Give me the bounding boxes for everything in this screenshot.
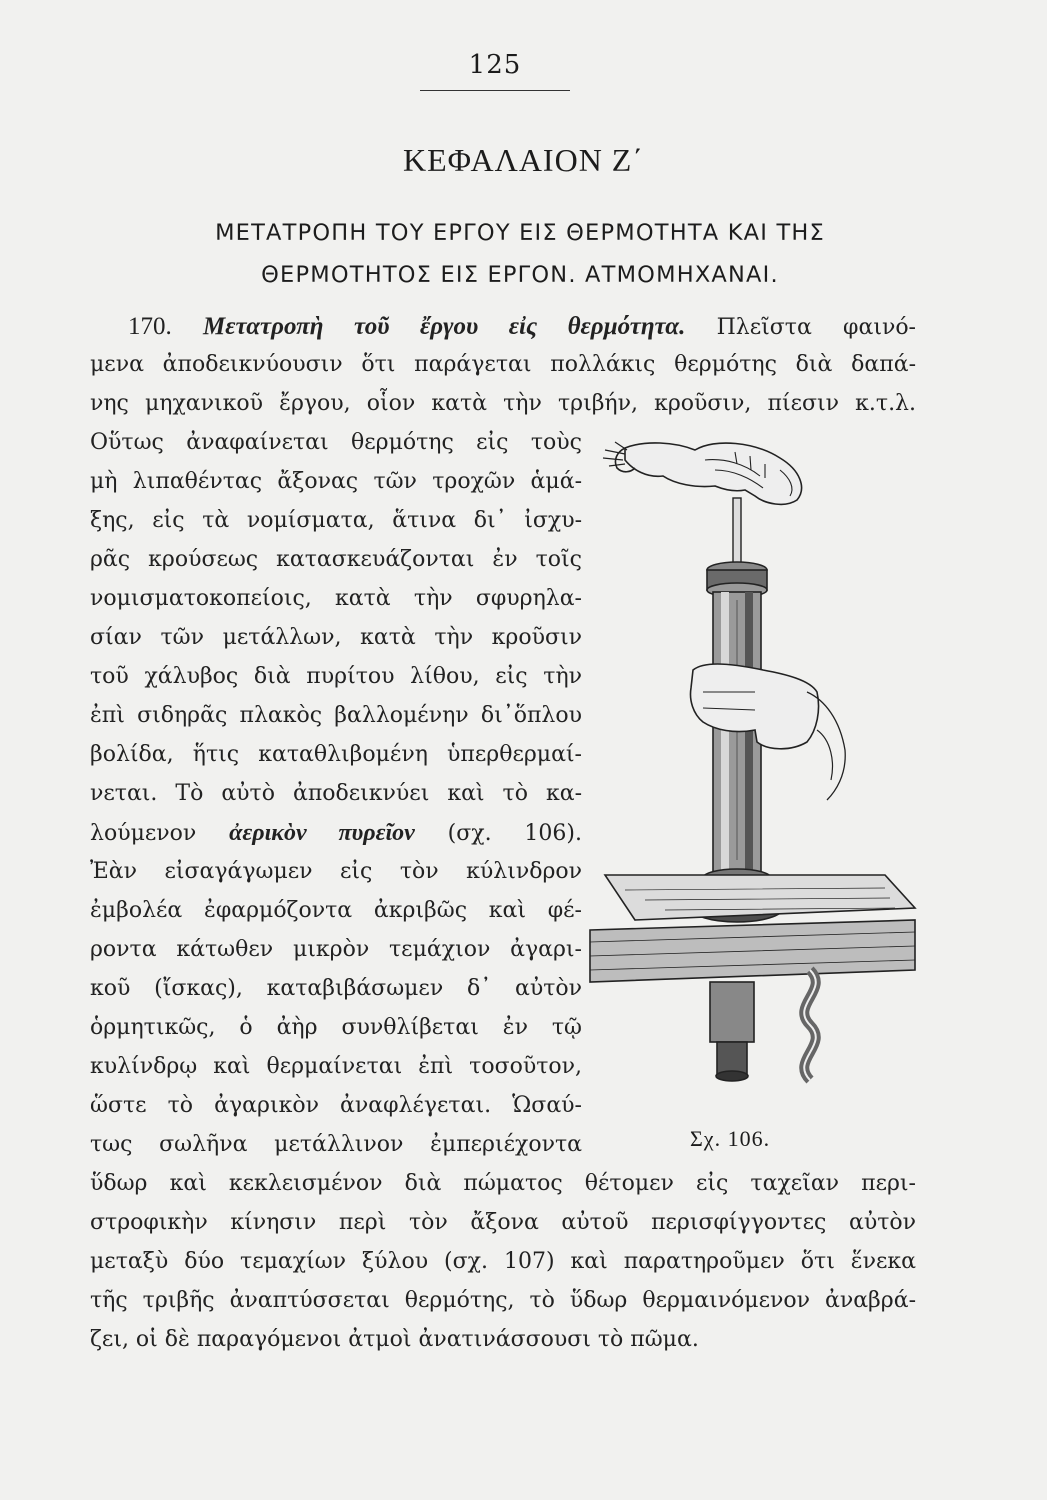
text-line-10: τοῦ χάλυβος διὰ πυρίτου λίθου, εἰς τὴν (90, 664, 582, 689)
figure-caption: Σχ. 106. (690, 1126, 771, 1151)
text-line-5: μὴ λιπαθέντας ἄξονας τῶν τροχῶν ἁμά- (90, 469, 582, 494)
text-line-15: Ἐὰν εἰσαγάγωμεν εἰς τὸν κύλινδρον (90, 859, 582, 884)
text-line-7: ρᾶς κρούσεως κατασκευάζονται ἐν τοῖς (90, 547, 582, 572)
text-line-2: μενα ἀποδεικνύουσιν ὅτι παράγεται πολλάκις θερμότης διὰ δαπά- (90, 352, 916, 377)
section-heading-line-2: ΘΕΡΜΟΤΗΤΟΣ ΕΙΣ ΕΡΓΟΝ. ΑΤΜΟΜΗΧΑΝΑΙ. (261, 262, 779, 288)
page-number-rule (420, 90, 570, 91)
paragraph-number: 170. (128, 313, 172, 340)
text-line-21: ὥστε τὸ ἀγαρικὸν ἀναφλέγεται. Ὡσαύ- (90, 1093, 582, 1118)
section-heading-line-1: ΜΕΤΑΤΡΟΠΗ ΤΟΥ ΕΡΓΟΥ ΕΙΣ ΘΕΡΜΟΤΗΤΑ ΚΑΙ ΤΗΣ (215, 220, 825, 246)
emphasized-term: ἀερικὸν πυρεῖον (229, 820, 415, 846)
text-line-26: τῆς τριβῆς ἀναπτύσσεται θερμότης, τὸ ὕδωρ θερμαινόμενον ἀναβρά- (90, 1288, 916, 1313)
text-line-18: κοῦ (ἴσκας), καταβιβάσωμεν δ᾽ αὐτὸν (90, 976, 582, 1001)
text-line-27: ζει, οἱ δὲ παραγόμενοι ἀτμοὶ ἀνατινάσσουσι τὸ πῶμα. (90, 1327, 699, 1352)
text-line-23: ὕδωρ καὶ κεκλεισμένον διὰ πώματος θέτομεν εἰς ταχεῖαν περι- (90, 1171, 916, 1196)
text-line-20: κυλίνδρῳ καὶ θερμαίνεται ἐπὶ τοσοῦτον, (90, 1054, 582, 1079)
text-line-24: στροφικὴν κίνησιν περὶ τὸν ἄξονα αὐτοῦ περισφίγγοντες αὐτὸν (90, 1210, 916, 1235)
text-line-12: βολίδα, ἥτις καταθλιβομένη ὑπερθερμαί- (90, 742, 582, 767)
text-line-17: ροντα κάτωθεν μικρὸν τεμάχιον ἀγαρι- (90, 937, 582, 962)
piston-rod (733, 498, 741, 568)
text-line-22: τως σωλῆνα μετάλλινον ἐμπεριέχοντα (90, 1132, 582, 1157)
chapter-title: ΚΕΦΑΛΑΙΟΝ Ζ΄ (402, 142, 644, 178)
text-line-6: ξης, εἰς τὰ νομίσματα, ἅτινα δι᾽ ἰσχυ- (90, 508, 582, 533)
text-line-11: ἐπὶ σιδηρᾶς πλακὸς βαλλομένην δι᾽ὅπλου (90, 703, 582, 728)
text-line-8: νομισματοκοπείοις, κατὰ τὴν σφυρηλα- (90, 586, 582, 611)
page-number: 125 (468, 50, 522, 80)
wooden-stand (590, 875, 915, 1081)
text-line-9: σίαν τῶν μετάλλων, κατὰ τὴν κροῦσιν (90, 625, 582, 650)
text-line-19: ὁρμητικῶς, ὁ ἀὴρ συνθλίβεται ἐν τῷ (90, 1015, 582, 1040)
text-line-1-rest: Πλεῖστα φαινό- (716, 315, 916, 340)
text-line-25: μεταξὺ δύο τεμαχίων ξύλου (σχ. 107) καὶ παρατηροῦμεν ὅτι ἕνεκα (90, 1249, 916, 1274)
text-line-16: ἐμβολέα ἐφαρμόζοντα ἀκριβῶς καὶ φέ- (90, 898, 582, 923)
text-line-13: νεται. Τὸ αὐτὸ ἀποδεικνύει καὶ τὸ κα- (90, 781, 582, 806)
fire-syringe-illustration (585, 430, 930, 1110)
upper-hand-icon (603, 442, 802, 504)
text-line-14 (90, 818, 582, 848)
text-line-14-a: λούμενον (90, 821, 197, 846)
text-line-14-b: (σχ. 106). (447, 821, 582, 846)
text-line-3: νης μηχανικοῦ ἔργου, οἷον κατὰ τὴν τριβήν, κροῦσιν, πίεσιν κ.τ.λ. (90, 391, 916, 416)
text-line-1 (90, 312, 916, 342)
paragraph-title: Μετατροπὴ τοῦ ἔργου εἰς θερμότητα. (202, 313, 686, 340)
text-line-4: Οὕτως ἀναφαίνεται θερμότης εἰς τοὺς (90, 430, 582, 455)
